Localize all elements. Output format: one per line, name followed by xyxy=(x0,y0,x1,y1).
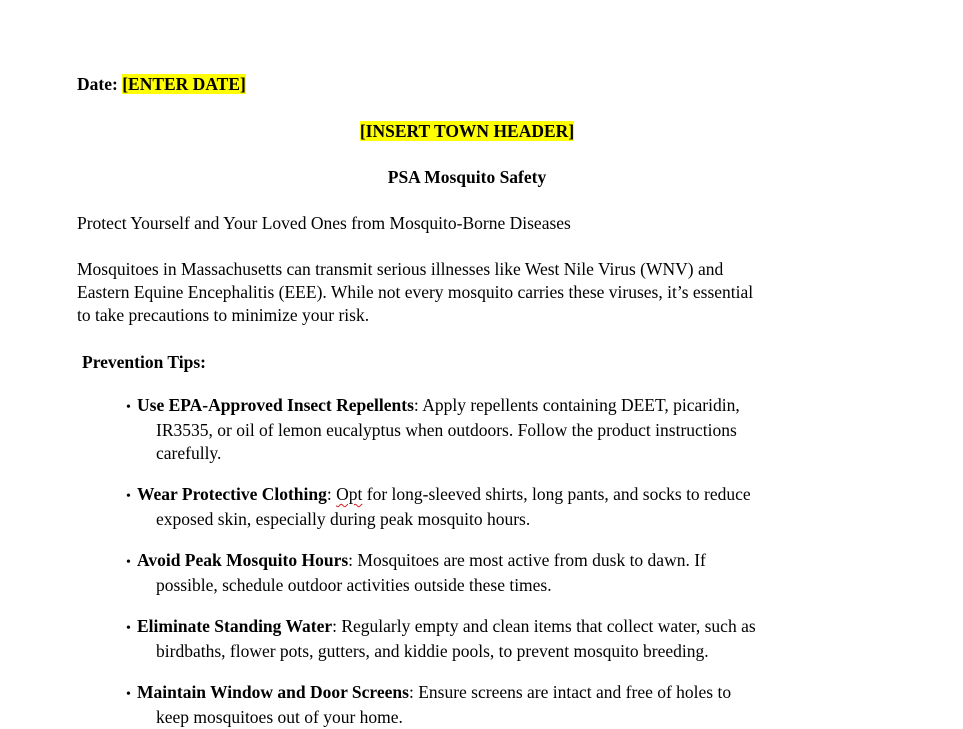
tip-title: Eliminate Standing Water xyxy=(137,616,333,636)
town-header-placeholder[interactable]: [INSERT TOWN HEADER] xyxy=(359,121,575,141)
bullet-icon: • xyxy=(126,687,131,702)
bullet-icon: • xyxy=(126,400,131,415)
town-header xyxy=(0,120,934,143)
intro-paragraph xyxy=(77,258,867,327)
tip-text: : Ensure screens are intact and free of holes to xyxy=(408,682,732,702)
tip-text: : Apply repellents containing DEET, picaridin, xyxy=(413,395,740,415)
tip-item xyxy=(126,394,866,465)
date-line xyxy=(77,73,246,96)
tip-continuation: IR3535, or oil of lemon eucalyptus when outdoors. Follow the product instructions xyxy=(156,420,737,440)
bullet-icon: • xyxy=(126,621,131,636)
date-placeholder[interactable]: [ENTER DATE] xyxy=(122,74,246,94)
tip-title: Avoid Peak Mosquito Hours xyxy=(137,550,349,570)
intro-line: to take precautions to minimize your risk. xyxy=(77,305,370,325)
tip-text: : xyxy=(326,484,337,504)
tip-item xyxy=(126,681,866,729)
tip-title: Use EPA-Approved Insect Repellents xyxy=(137,395,414,415)
tips-heading: Prevention Tips: xyxy=(82,352,206,372)
date-label: Date: xyxy=(77,74,118,94)
spellcheck-flagged-word[interactable]: Opt xyxy=(336,484,363,504)
psa-title: PSA Mosquito Safety xyxy=(387,167,547,187)
tip-item xyxy=(126,615,866,663)
intro-line: Mosquitoes in Massachusetts can transmit serious illnesses like West Nile Virus (WNV) and xyxy=(77,259,724,279)
tip-continuation: keep mosquitoes out of your home. xyxy=(156,707,403,727)
tip-continuation: exposed skin, especially during peak mosquito hours. xyxy=(156,509,531,529)
tip-continuation: birdbaths, flower pots, gutters, and kiddie pools, to prevent mosquito breeding. xyxy=(156,641,709,661)
tip-continuation: possible, schedule outdoor activities outside these times. xyxy=(156,575,552,595)
bullet-icon: • xyxy=(126,555,131,570)
subtitle: Protect Yourself and Your Loved Ones from Mosquito-Borne Diseases xyxy=(77,213,571,233)
tip-item xyxy=(126,549,866,597)
tip-text: for long-sleeved shirts, long pants, and socks to reduce xyxy=(362,484,751,504)
tip-title: Maintain Window and Door Screens xyxy=(137,682,409,702)
tip-item xyxy=(126,483,866,531)
tip-continuation: carefully. xyxy=(156,443,222,463)
bullet-icon: • xyxy=(126,489,131,504)
tip-text: : Mosquitoes are most active from dusk to dawn. If xyxy=(348,550,706,570)
tip-title: Wear Protective Clothing xyxy=(137,484,327,504)
tip-text: : Regularly empty and clean items that collect water, such as xyxy=(332,616,756,636)
intro-line: Eastern Equine Encephalitis (EEE). While not every mosquito carries these viruses, it’s essential xyxy=(77,282,754,302)
